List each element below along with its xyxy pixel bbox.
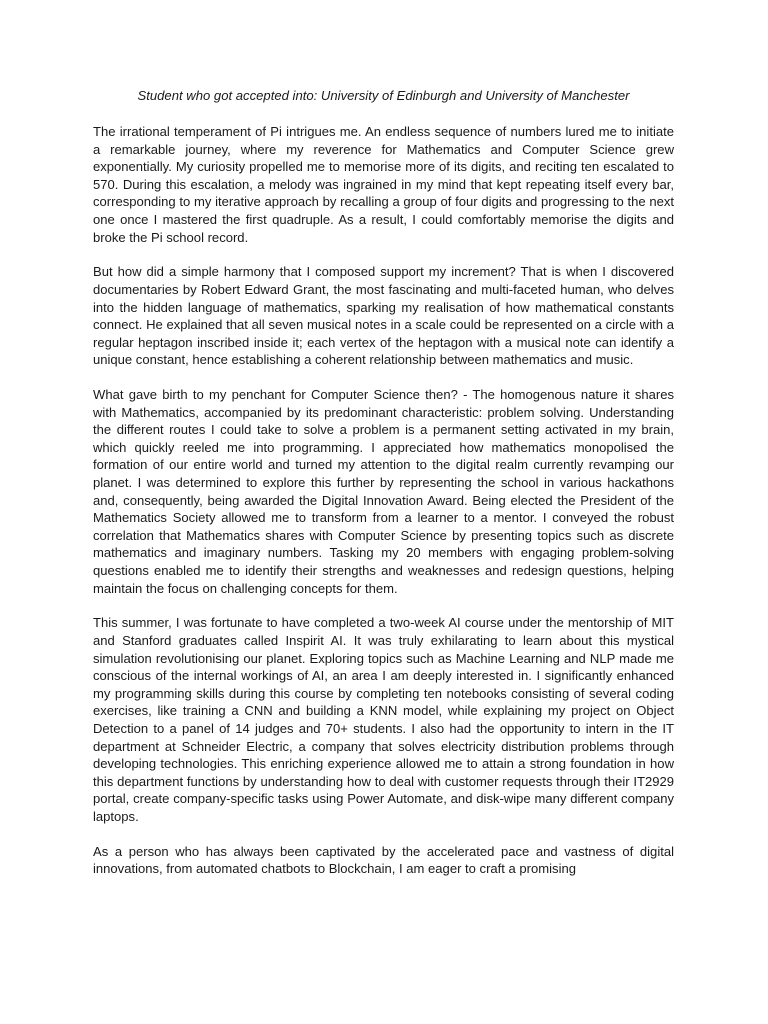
paragraph-digital-innovations: As a person who has always been captivated by the accelerated pace and vastness of digital innovations, from automated chatbots to Blockchain, I am eager to craft a promising (93, 843, 674, 877)
paragraph-harmony: But how did a simple harmony that I composed support my increment? That is when I discovered documentaries by Robert Edward Grant, the most fascinating and multi-faceted human, who delves into the hidden language of mathematics, sparking my realisation of how mathematical constants connect. He explained that all seven musical notes in a scale could be represented on a circle with a regular heptagon inscribed inside it; each vertex of the heptagon with a musical note can identify a unique constant, hence establishing a coherent relationship between mathematics and music. (93, 264, 674, 368)
paragraph-pi: The irrational temperament of Pi intrigues me. An endless sequence of numbers lured me to initiate a remarkable journey, where my reverence for Mathematics and Computer Science grew exponentially. My curiosity propelled me to memorise more of its digits, and reciting ten escalated to 570. During this escalation, a melody was ingrained in my mind that kept repeating itself every bar, corresponding to my iterative approach by recalling a group of four digits and progressing to the next one once I mastered the first quadruple. As a result, I could comfortably memorise the digits and broke the Pi school record. (93, 124, 674, 245)
document-title: Student who got accepted into: University of Edinburgh and University of Manchester (137, 88, 630, 103)
paragraph-computer-science: What gave birth to my penchant for Computer Science then? - The homogenous nature it shares with Mathematics, accompanied by its predominant characteristic: problem solving. Understanding the different routes I could take to solve a problem is a permanent setting activated in my brain, which quickly reeled me into programming. I appreciated how mathematics monopolised the formation of our entire world and turned my attention to the digital realm currently revamping our planet. I was determined to explore this further by representing the school in various hackathons and, consequently, being awarded the Digital Innovation Award. Being elected the President of the Mathematics Society allowed me to transform from a learner to a mentor. I conveyed the robust correlation that Mathematics shares with Computer Science by presenting topics such as discrete mathematics and imaginary numbers. Tasking my 20 members with engaging problem-solving questions enabled me to identify their strengths and weaknesses and redesign questions, helping maintain the focus on challenging concepts for them. (93, 387, 674, 596)
paragraph-summer-ai: This summer, I was fortunate to have completed a two-week AI course under the mentorship of MIT and Stanford graduates called Inspirit AI. It was truly exhilarating to learn about this mystical simulation revolutionising our planet. Exploring topics such as Machine Learning and NLP made me conscious of the internal workings of AI, an area I am deeply interested in. I significantly enhanced my programming skills during this course by completing ten notebooks consisting of several coding exercises, like training a CNN and building a KNN model, while explaining my project on Object Detection to a panel of 14 judges and 70+ students. I also had the opportunity to intern in the IT department at Schneider Electric, a company that solves electricity distribution problems through developing technologies. This enriching experience allowed me to attain a strong foundation in how this department functions by understanding how to deal with customer requests through their IT2929 portal, create company-specific tasks using Power Automate, and disk-wipe many different company laptops. (93, 615, 674, 824)
document-page (93, 87, 674, 895)
